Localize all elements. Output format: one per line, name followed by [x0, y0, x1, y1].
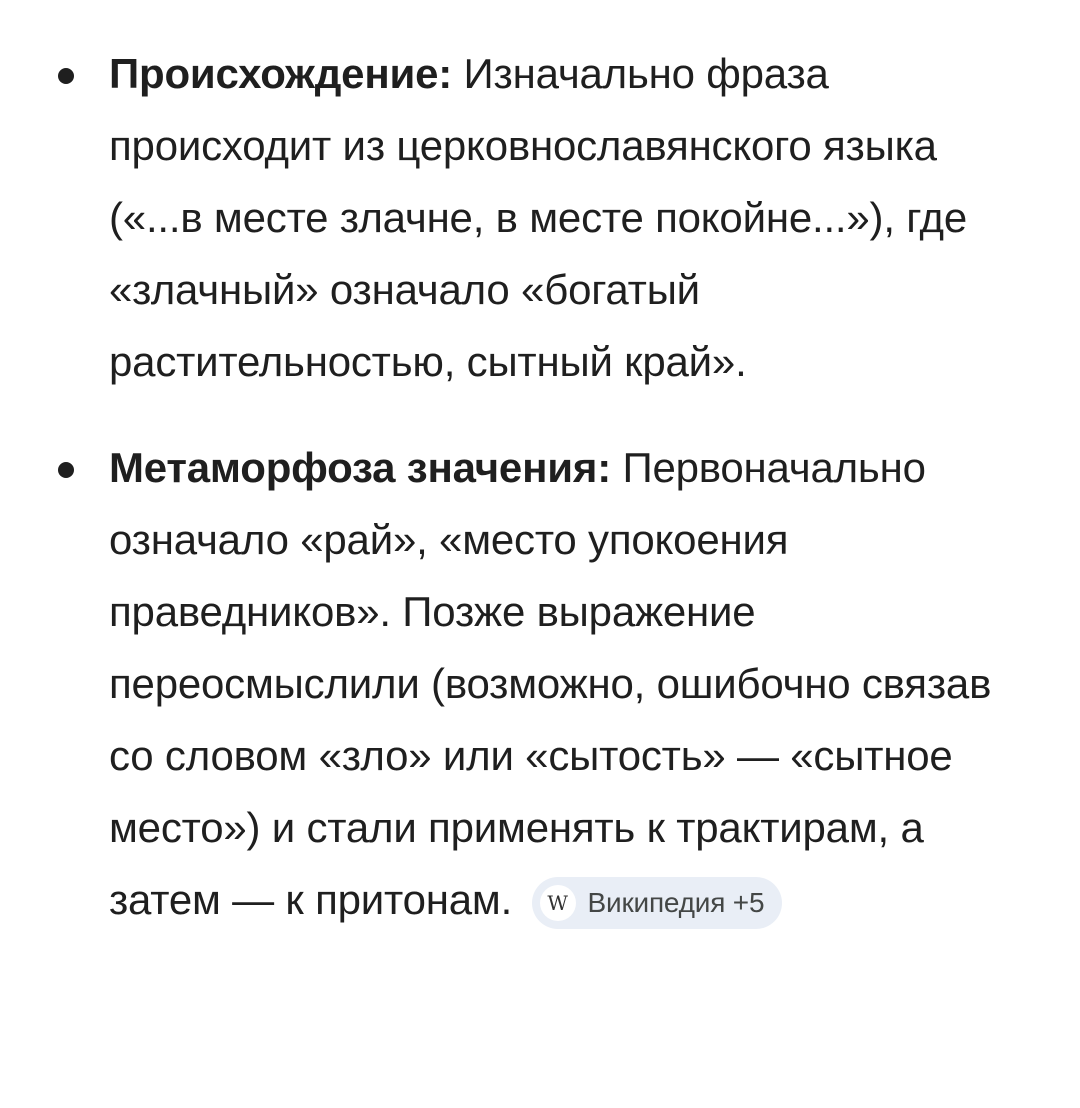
list-item-term: Метаморфоза значения:: [109, 444, 611, 491]
list-item-text: Первоначально означало «рай», «место упокоения праведников». Позже выражение переосмыслили (возможно, ошибочно связав со словом «зло» или «сытость» — «сытное место») и стали применять к трактирам, а затем — к притонам.: [109, 444, 992, 923]
wikipedia-icon: W: [540, 885, 576, 921]
list-item-text: Изначально фраза происходит из церковнославянского языка («...в месте злачне, в месте покойне...»), где «злачный» означало «богатый растительностью, сытный край».: [109, 50, 967, 385]
bullet-dot: [58, 68, 74, 84]
list-item: [0, 432, 1080, 936]
list-item: [0, 0, 1080, 398]
bullet-dot: [58, 462, 74, 478]
list-item-term: Происхождение:: [109, 50, 453, 97]
source-chip[interactable]: [532, 877, 783, 929]
source-chip-label: Википедия +5: [587, 887, 765, 918]
